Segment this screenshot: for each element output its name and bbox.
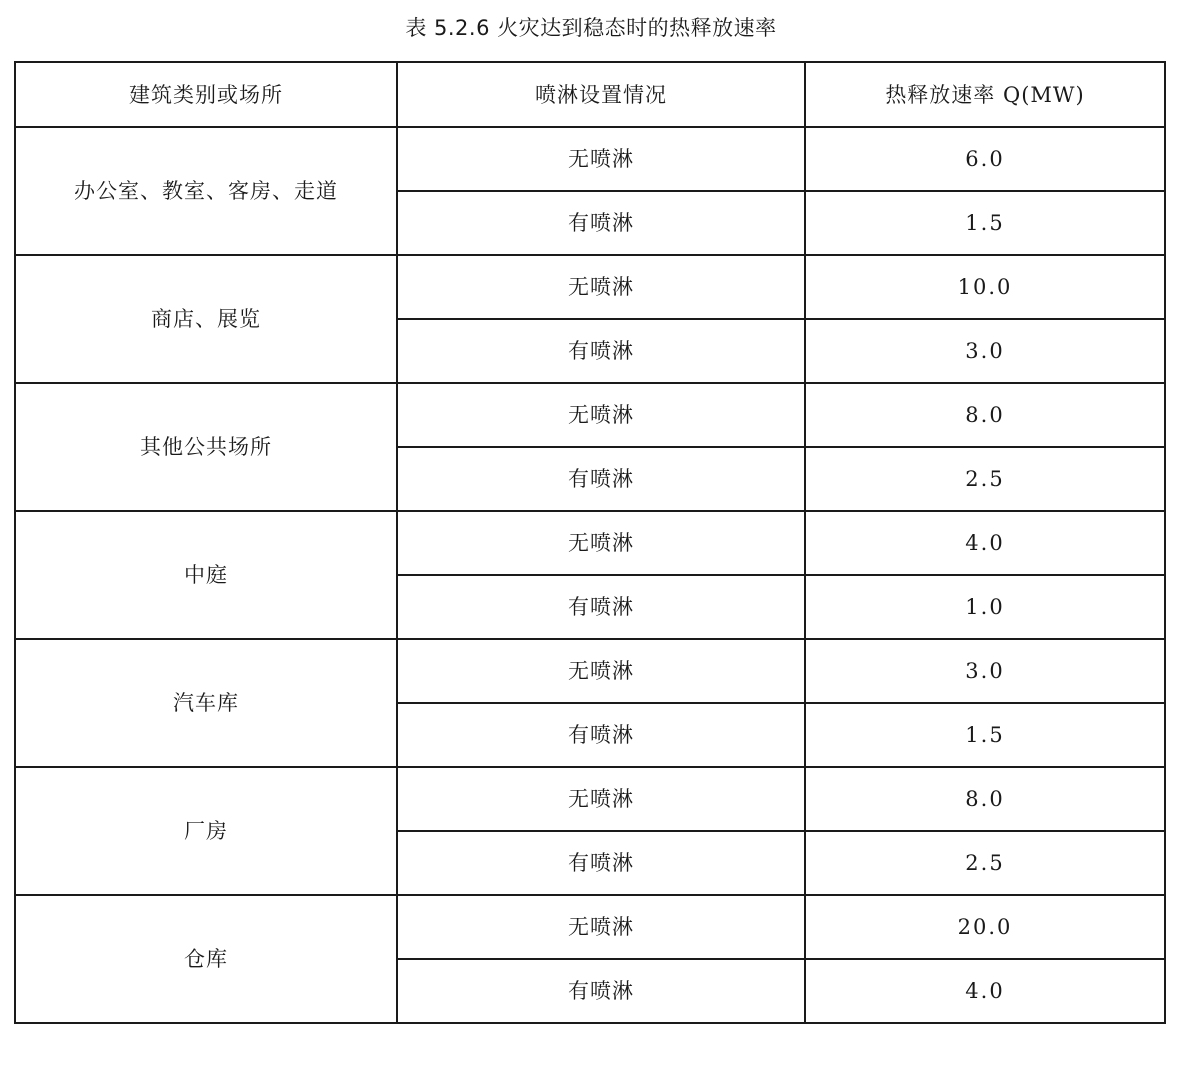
- table-caption: 表 5.2.6 火灾达到稳态时的热释放速率: [405, 16, 777, 40]
- category-cell: 商店、展览: [15, 255, 397, 383]
- header-category: 建筑类别或场所: [15, 62, 397, 127]
- table-header-row: [15, 62, 1165, 127]
- sprinkler-cell: 无喷淋: [397, 511, 805, 575]
- sprinkler-cell: 无喷淋: [397, 639, 805, 703]
- table-row: [15, 511, 1165, 575]
- header-sprinkler: 喷淋设置情况: [397, 62, 805, 127]
- table-body: [15, 127, 1165, 1023]
- sprinkler-cell: 有喷淋: [397, 447, 805, 511]
- category-cell: 办公室、教室、客房、走道: [15, 127, 397, 255]
- sprinkler-cell: 无喷淋: [397, 255, 805, 319]
- sprinkler-cell: 无喷淋: [397, 383, 805, 447]
- sprinkler-cell: 有喷淋: [397, 831, 805, 895]
- sprinkler-cell: 有喷淋: [397, 575, 805, 639]
- category-cell: 汽车库: [15, 639, 397, 767]
- rate-cell: 1.5: [805, 191, 1165, 255]
- rate-cell: 10.0: [805, 255, 1165, 319]
- sprinkler-cell: 有喷淋: [397, 319, 805, 383]
- rate-cell: 8.0: [805, 767, 1165, 831]
- category-cell: 其他公共场所: [15, 383, 397, 511]
- rate-cell: 1.5: [805, 703, 1165, 767]
- sprinkler-cell: 无喷淋: [397, 127, 805, 191]
- rate-cell: 2.5: [805, 447, 1165, 511]
- rate-cell: 6.0: [805, 127, 1165, 191]
- category-cell: 厂房: [15, 767, 397, 895]
- sprinkler-cell: 无喷淋: [397, 895, 805, 959]
- heat-release-rate-table: [14, 61, 1166, 1024]
- rate-cell: 4.0: [805, 511, 1165, 575]
- rate-cell: 4.0: [805, 959, 1165, 1023]
- table-row: [15, 127, 1165, 191]
- table-row: [15, 383, 1165, 447]
- table-row: [15, 639, 1165, 703]
- rate-cell: 8.0: [805, 383, 1165, 447]
- rate-cell: 1.0: [805, 575, 1165, 639]
- sprinkler-cell: 有喷淋: [397, 959, 805, 1023]
- table-row: [15, 895, 1165, 959]
- table-row: [15, 255, 1165, 319]
- sprinkler-cell: 无喷淋: [397, 767, 805, 831]
- rate-cell: 2.5: [805, 831, 1165, 895]
- sprinkler-cell: 有喷淋: [397, 191, 805, 255]
- rate-cell: 3.0: [805, 639, 1165, 703]
- category-cell: 仓库: [15, 895, 397, 1023]
- rate-cell: 3.0: [805, 319, 1165, 383]
- rate-cell: 20.0: [805, 895, 1165, 959]
- header-heat-release-rate: 热释放速率 Q(MW): [805, 62, 1165, 127]
- category-cell: 中庭: [15, 511, 397, 639]
- sprinkler-cell: 有喷淋: [397, 703, 805, 767]
- table-row: [15, 767, 1165, 831]
